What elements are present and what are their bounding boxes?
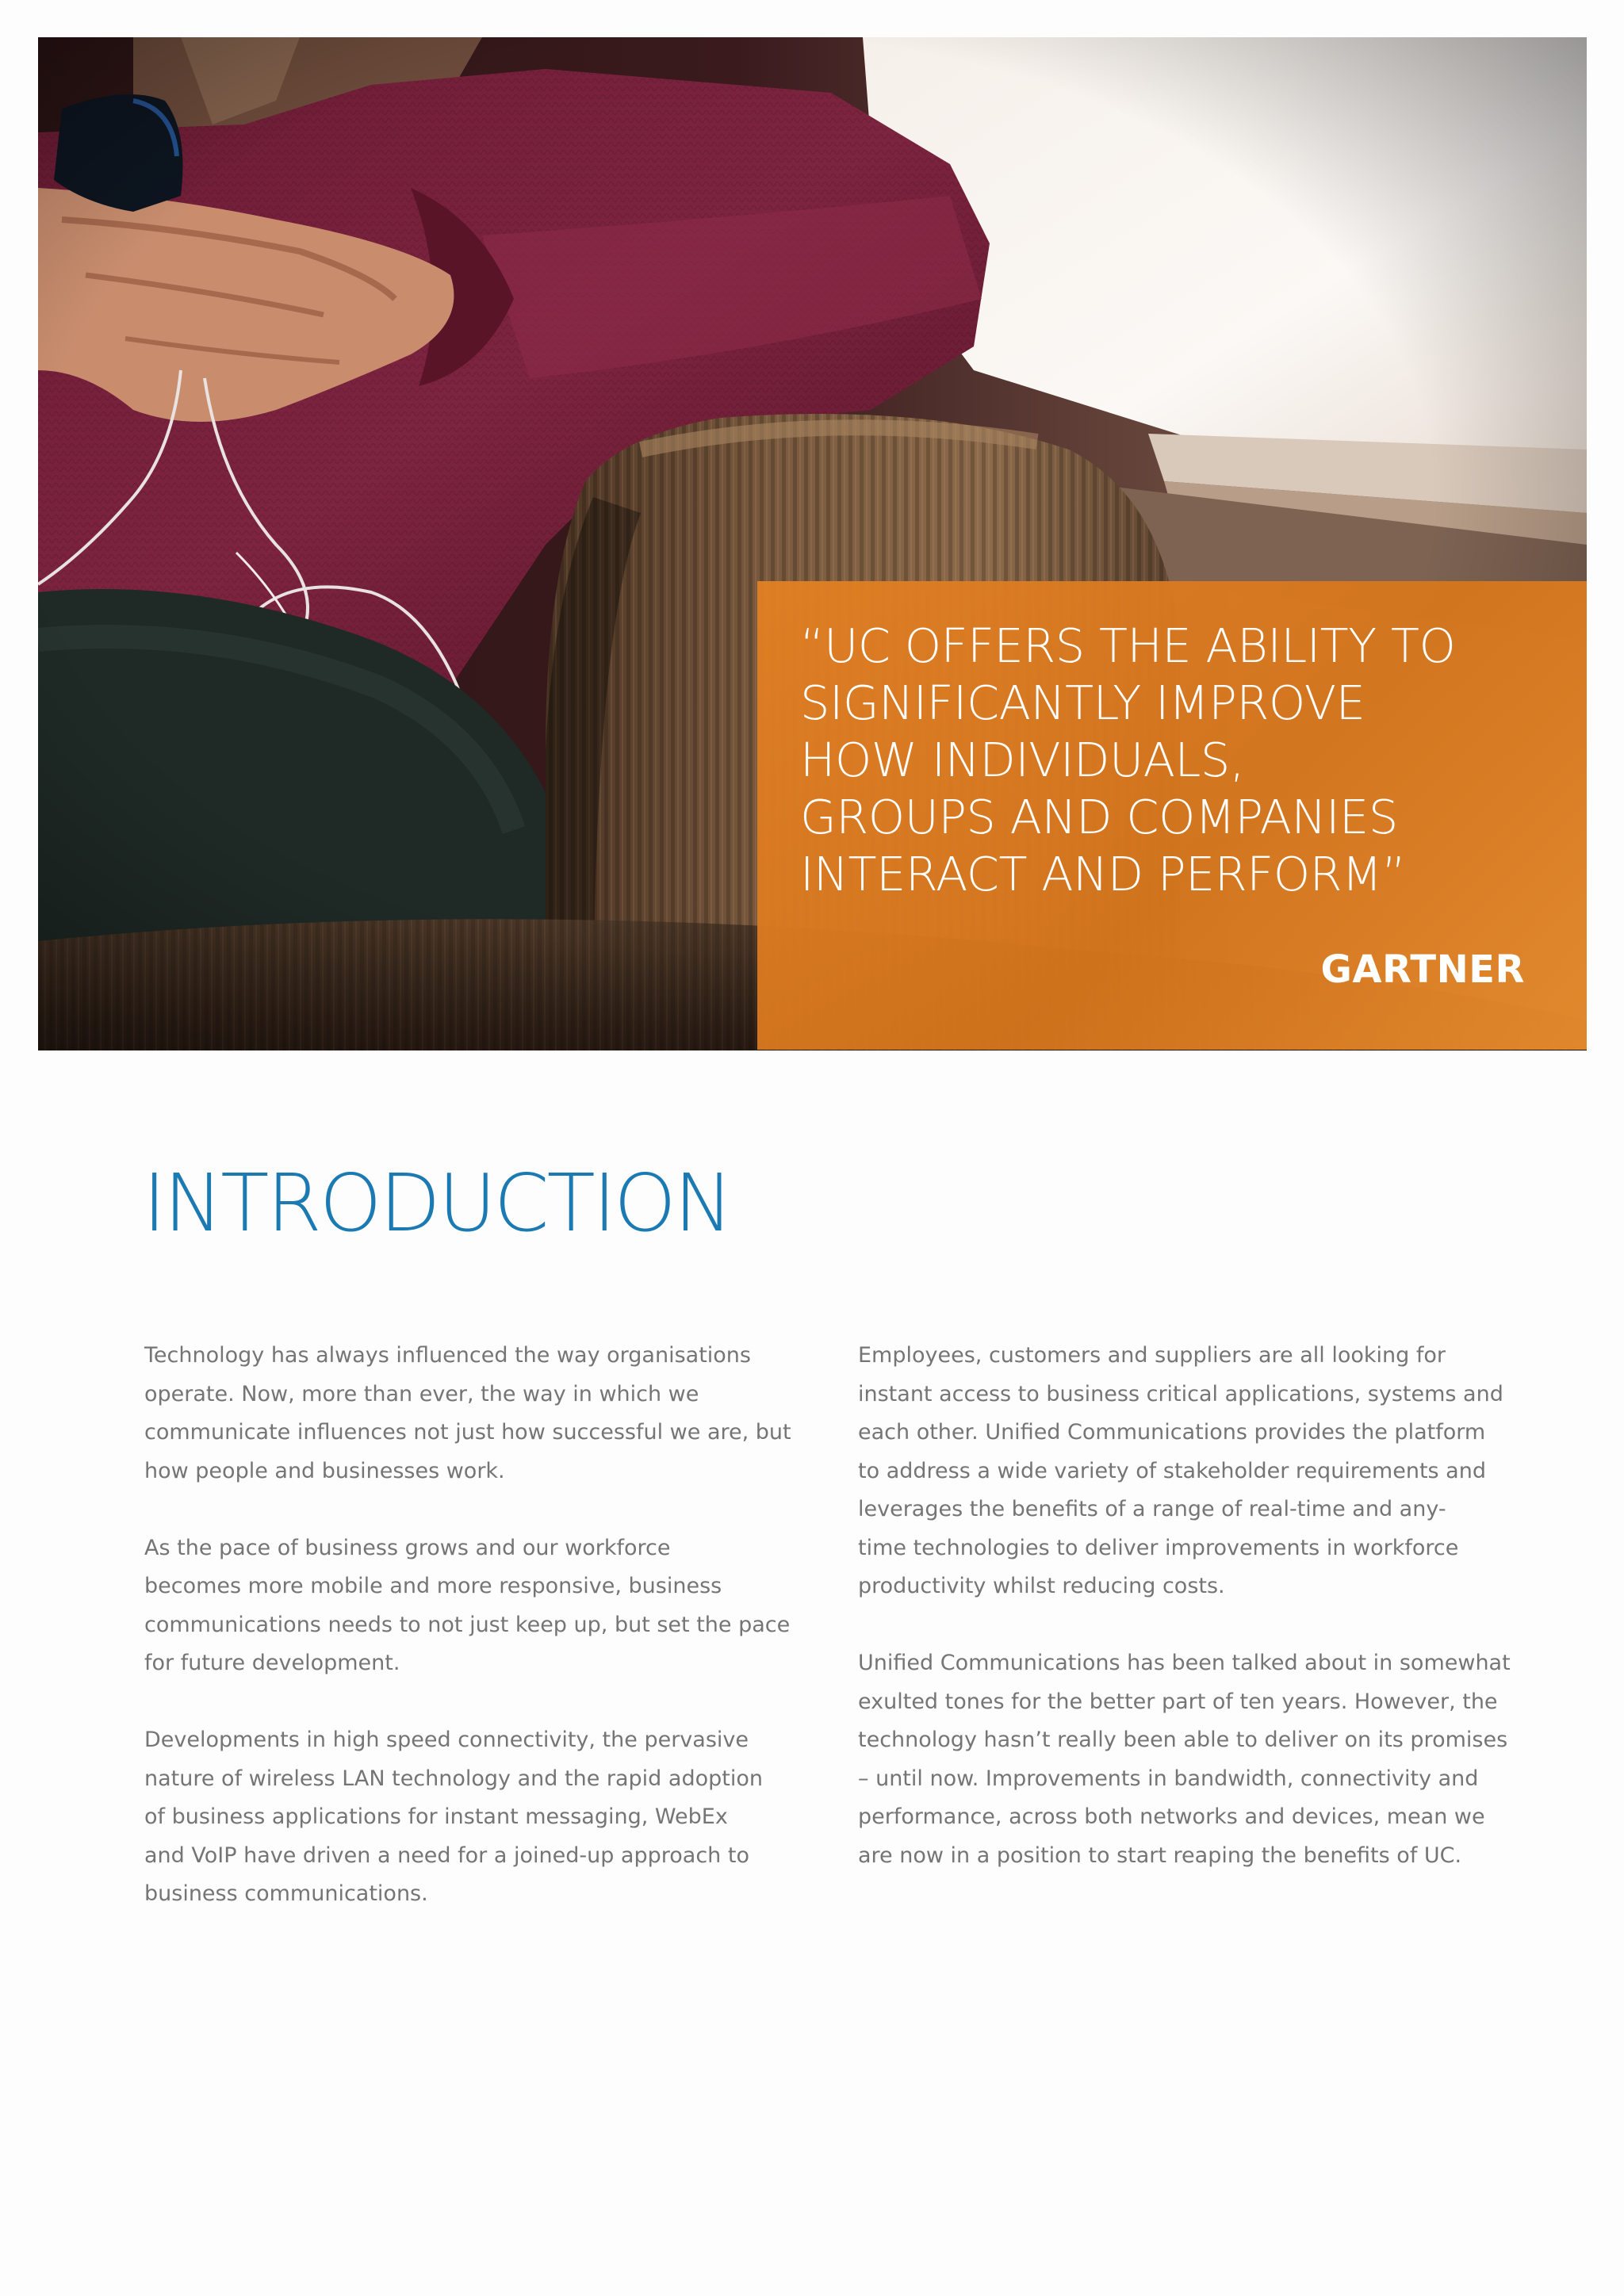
- pull-quote-line: HOW INDIVIDUALS,: [800, 733, 1245, 787]
- text-line: for future development.: [144, 1651, 400, 1675]
- text-line: nature of wireless LAN technology and the rapid adoption: [144, 1766, 763, 1791]
- intro-paragraph: [144, 1721, 779, 1914]
- pull-quote-line: “UC OFFERS THE ABILITY TO: [800, 618, 1456, 673]
- text-line: are now in a position to start reaping the benefits of UC.: [858, 1843, 1462, 1868]
- text-line: – until now. Improvements in bandwidth, connectivity and: [858, 1766, 1479, 1791]
- pull-quote-line: SIGNIFICANTLY IMPROVE: [800, 675, 1365, 730]
- text-line: becomes more mobile and more responsive, business: [144, 1574, 722, 1598]
- text-line: each other. Unified Communications provides the platform: [858, 1420, 1486, 1445]
- intro-right-column: [858, 1337, 1511, 1914]
- text-line: exulted tones for the better part of ten years. However, the: [858, 1689, 1498, 1714]
- text-line: performance, across both networks and devices, mean we: [858, 1804, 1485, 1829]
- pull-quote: [800, 618, 1545, 903]
- text-line: business communications.: [144, 1881, 428, 1906]
- text-line: communicate influences not just how successful we are, but: [144, 1420, 791, 1445]
- text-line: productivity whilst reducing costs.: [858, 1574, 1225, 1598]
- text-line: Employees, customers and suppliers are all looking for: [858, 1343, 1446, 1368]
- quote-box: [757, 581, 1587, 1050]
- text-line: communications needs to not just keep up, but set the pace: [144, 1612, 791, 1637]
- quote-attribution: GARTNER: [1320, 947, 1525, 992]
- pull-quote-line: INTERACT AND PERFORM”: [800, 847, 1406, 901]
- text-line: how people and businesses work.: [144, 1458, 505, 1483]
- intro-paragraph: [858, 1644, 1511, 1875]
- text-line: Unified Communications has been talked about in somewhat: [858, 1651, 1511, 1675]
- intro-paragraph: [144, 1337, 791, 1490]
- text-line: As the pace of business grows and our workforce: [144, 1535, 671, 1560]
- text-line: technology hasn’t really been able to deliver on its promises: [858, 1728, 1508, 1752]
- text-line: Technology has always influenced the way organisations: [144, 1343, 751, 1368]
- text-line: to address a wide variety of stakeholder requirements and: [858, 1458, 1486, 1483]
- text-line: Developments in high speed connectivity, the pervasive: [144, 1728, 749, 1752]
- intro-left-column: [144, 1337, 791, 1952]
- text-line: time technologies to deliver improvements in workforce: [858, 1535, 1459, 1560]
- text-line: of business applications for instant messaging, WebEx: [144, 1804, 728, 1829]
- text-line: leverages the benefits of a range of real-time and any-: [858, 1497, 1446, 1521]
- intro-paragraph: [858, 1337, 1503, 1606]
- section-title: INTRODUCTION: [143, 1157, 731, 1249]
- pull-quote-line: GROUPS AND COMPANIES: [800, 790, 1398, 844]
- text-line: operate. Now, more than ever, the way in which we: [144, 1381, 699, 1406]
- hero-photo: [38, 37, 1587, 1050]
- text-line: instant access to business critical applications, systems and: [858, 1381, 1503, 1406]
- text-line: and VoIP have driven a need for a joined-up approach to: [144, 1843, 749, 1868]
- intro-paragraph: [144, 1529, 791, 1683]
